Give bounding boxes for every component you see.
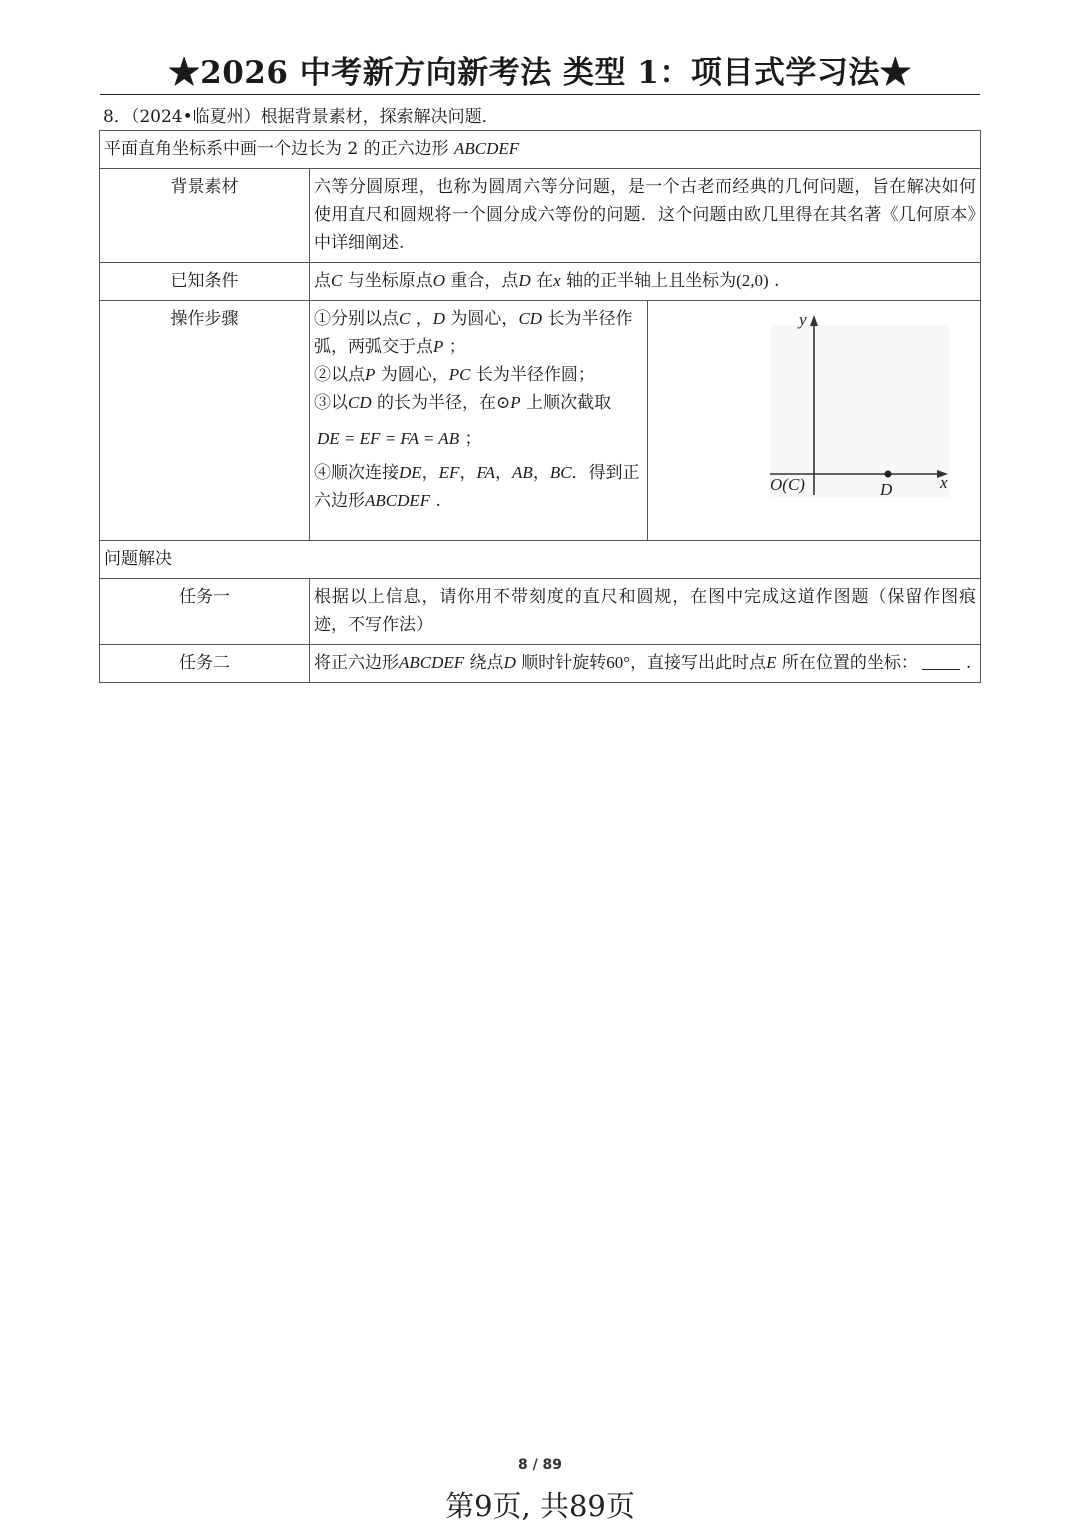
step-3-equation: DE = EF = FA = AB ； <box>317 429 482 449</box>
x-axis-label: x <box>940 473 948 492</box>
intro-cell <box>100 131 981 169</box>
intro-hexagon-name: ABCDEF <box>454 139 520 158</box>
table-row-intro <box>100 131 981 169</box>
table-row-task1 <box>100 579 981 645</box>
coordinate-figure-cell <box>648 301 981 541</box>
page-header-title: ★2026 中考新方向新考法 类型 1：项目式学习法★ <box>168 55 912 91</box>
answer-blank[interactable] <box>922 651 960 670</box>
page-indicator: 8 / 89 <box>517 1457 563 1473</box>
task1-label: 任务一 <box>100 579 310 645</box>
point-d-label: D <box>880 480 893 499</box>
task2-label: 任务二 <box>100 645 310 683</box>
table-row-background <box>100 169 981 263</box>
background-label: 背景素材 <box>100 169 310 263</box>
page-footer-text: 第9页, 共89页 <box>445 1489 635 1523</box>
step-4: ④顺次连接DE，EF，FA，AB，BC．得到正六边形ABCDEF . <box>314 463 640 511</box>
table-row-known <box>100 263 981 301</box>
step-1: ①分别以点C ，D 为圆心，CD 长为半径作弧，两弧交于点P ； <box>314 309 633 357</box>
question-line <box>103 104 499 130</box>
table-row-task2 <box>100 645 981 683</box>
steps-label: 操作步骤 <box>100 301 310 541</box>
figure-background <box>770 325 950 497</box>
task2-text: 将正六边形ABCDEF 绕点D 顺时针旋转60°，直接写出此时点E 所在位置的坐标： . <box>310 645 981 683</box>
step-2: ②以点P 为圆心，PC 长为半径作圆； <box>314 365 595 385</box>
step-3: ③以CD 的长为半径，在⊙P 上顺次截取 <box>314 393 612 413</box>
header-rule <box>100 94 980 95</box>
origin-label: O(C) <box>770 475 805 494</box>
task1-text: 根据以上信息，请你用不带刻度的直尺和圆规，在图中完成这道作图题（保留作图痕迹，不写作法） <box>310 579 981 645</box>
solve-label: 问题解决 <box>100 541 981 579</box>
table-row-steps <box>100 301 981 541</box>
question-prompt: 根据背景素材，探索解决问题． <box>260 107 499 127</box>
problem-table <box>99 130 981 683</box>
question-source: （2024•临夏州） <box>130 107 261 127</box>
coordinate-figure <box>652 305 983 535</box>
intro-text: 平面直角坐标系中画一个边长为 2 的正六边形 <box>104 139 455 159</box>
table-row-solve <box>100 541 981 579</box>
background-text: 六等分圆原理，也称为圆周六等分问题，是一个古老而经典的几何问题，旨在解决如何使用直尺和圆规将一个圆分成六等份的问题．这个问题由欧几里得在其名著《几何原本》中详细阐述. <box>310 169 981 263</box>
steps-text <box>310 301 648 541</box>
y-axis-arrow <box>810 315 818 326</box>
question-number: 8． <box>103 107 131 127</box>
known-text: 点C 与坐标原点O 重合，点D 在x 轴的正半轴上且坐标为(2,0) . <box>310 263 981 301</box>
point-d <box>885 471 892 478</box>
known-label: 已知条件 <box>100 263 310 301</box>
y-axis-label: y <box>799 310 807 329</box>
